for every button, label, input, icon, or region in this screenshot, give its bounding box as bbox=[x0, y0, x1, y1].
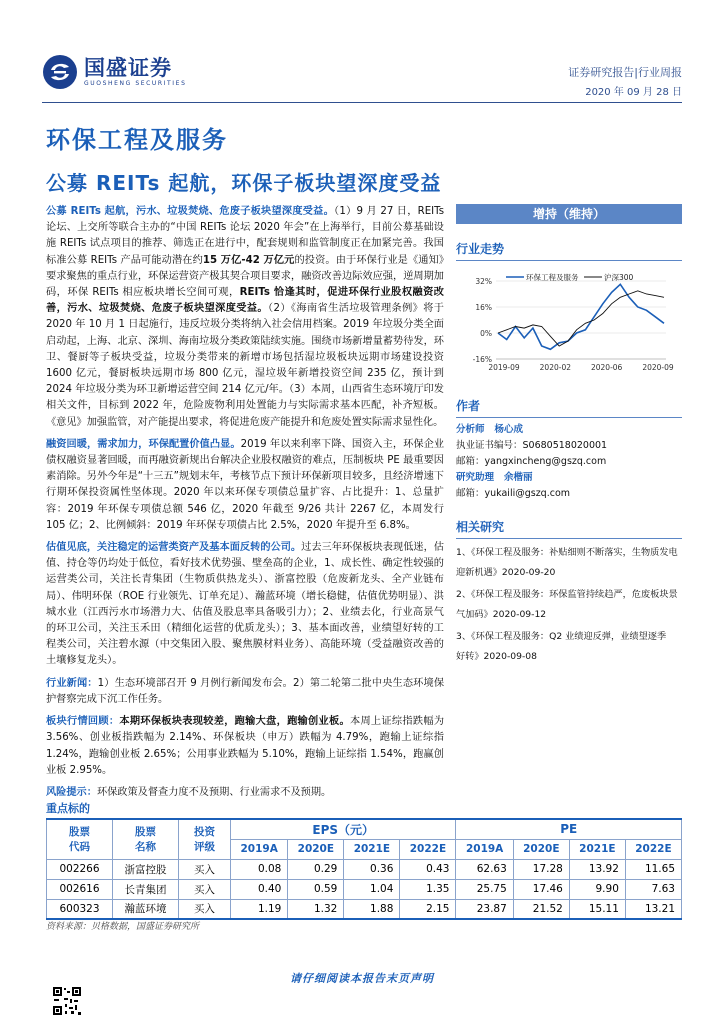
series-line bbox=[498, 291, 664, 346]
chart-legend bbox=[506, 272, 634, 282]
header-year: 2021E bbox=[569, 839, 625, 859]
sidebar bbox=[456, 204, 682, 667]
rating-badge: 增持（维持） bbox=[456, 204, 682, 224]
table-row bbox=[47, 879, 682, 899]
pe-cell: 7.63 bbox=[625, 879, 681, 899]
related-item[interactable] bbox=[456, 627, 682, 667]
eps-cell: 0.08 bbox=[231, 859, 288, 879]
related-list bbox=[456, 543, 682, 667]
analyst-name: 杨心成 bbox=[494, 424, 524, 435]
logo-name-en: GUOSHENG SECURITIES bbox=[84, 80, 187, 87]
paragraph-lead: 风险提示： bbox=[46, 786, 97, 798]
x-tick-label: 2020-06 bbox=[590, 363, 623, 372]
eps-cell: 0.43 bbox=[400, 859, 456, 879]
pe-cell: 15.11 bbox=[569, 899, 625, 919]
related-item-title: 3、《环保工程及服务：Q2 业绩迎反弹，业绩望逐季 bbox=[456, 631, 667, 642]
pe-cell: 62.63 bbox=[456, 859, 513, 879]
paragraph-text: 本周上证综指跌幅为 3.56%、创业板指跌幅为 2.14%、环保板块（申万）跌幅为 4.79%，跑输上证综指 1.24%，跑输创业板 2.65%；公用事业跌幅为 5.10%，跑输上证综指 1.54%，跑赢创业板 2.95%。 bbox=[46, 716, 445, 776]
author-title: 作者 bbox=[456, 397, 682, 418]
x-tick-label: 2019-09 bbox=[488, 363, 520, 372]
logo bbox=[42, 54, 186, 90]
y-tick-label: 32% bbox=[475, 277, 492, 286]
legend-label: 沪深300 bbox=[604, 273, 634, 282]
logo-name: 国盛证券 bbox=[84, 56, 172, 80]
eps-cell: 1.32 bbox=[288, 899, 344, 919]
paragraph-text: （2）《海南省生活垃圾管理条例》将于 2020 年 10 月 1 日起施行，违反垃圾分类将纳入社会信用档案。2019 年垃圾分类全面启动起，上海、北京、深圳、海南垃圾分类政策陆续实施。围绕市场新增量蓄势待发，环卫、餐厨等子板块受益，垃圾分类带来的新增市场包括湿垃圾板块远期市场建设投资 1600 亿元，餐厨板块远期市场 800 亿元，湿垃圾年新增投资空间 235 亿，预计到 2024 年垃圾分类为环卫新增运营空间 214 亿元/年。（3）本周，山西省生态环境厅印发相关文件，目标到 2022 年，危险废物利用处置能力与实际需求基本匹配，补齐短板。《意见》加强监管，对产能提出要求，将促进危废产能提升和危废处置实际需求显性化。 bbox=[46, 303, 444, 428]
header-year: 2021E bbox=[344, 839, 400, 859]
key-stocks-title: 重点标的 bbox=[46, 802, 90, 815]
stock-name-cell: 瀚蓝环境 bbox=[113, 899, 179, 919]
legend-label: 环保工程及服务 bbox=[526, 273, 579, 282]
eps-cell: 0.29 bbox=[288, 859, 344, 879]
header-year: 2022E bbox=[625, 839, 681, 859]
header-pe: PE bbox=[456, 819, 682, 839]
table-row bbox=[47, 899, 682, 919]
related-title: 相关研究 bbox=[456, 518, 682, 539]
report-headline: 公募 REITs 起航，环保子板块望深度受益 bbox=[46, 171, 442, 195]
pe-cell: 23.87 bbox=[456, 899, 513, 919]
assistant-name: 余楷丽 bbox=[504, 472, 533, 483]
assistant-role: 研究助理 bbox=[456, 472, 495, 483]
paragraph-risk bbox=[46, 785, 444, 801]
analyst-email[interactable]: 邮箱：yangxincheng@gszq.com bbox=[456, 456, 607, 467]
header-stock-code: 股票 代码 bbox=[47, 819, 113, 859]
paragraph-lead: 融资回暖，需求加力，环保配置价值凸显。 bbox=[46, 438, 241, 450]
pe-cell: 9.90 bbox=[569, 879, 625, 899]
chart-grid bbox=[496, 281, 666, 359]
report-type: 证券研究报告|行业周报 bbox=[568, 66, 682, 79]
rating-cell: 买入 bbox=[179, 899, 231, 919]
paragraph-lead: 估值见底，关注稳定的运营类资产及基本面反转的公司。 bbox=[46, 542, 302, 554]
qr-code-icon bbox=[52, 986, 82, 1016]
key-stocks-table bbox=[46, 818, 682, 920]
industry-title: 环保工程及服务 bbox=[46, 126, 228, 154]
paragraph-text: 2019 年以来利率下降、国资入主，环保企业债权融资显著回暖，而再融资新规出台解决企业股权融资的难点，压制板块 PE 最重要因素消除。另外今年是“十三五”规划末年，考核节点下预计环保新项目较多，且经济增速下行期环保投资属性坚体现。2020 年以来环保专项债总量扩容、占比提升：1、总量扩容：2019 年环保专项债总额 546 亿，2020 年截至 9/26 共计 2267 亿，本周发行 105 亿；2、比例倾斜：2019 年环保专项债占比 2.5%，2020 年提升至 6.8%。 bbox=[46, 438, 445, 531]
pe-cell: 11.65 bbox=[625, 859, 681, 879]
header-eps: EPS（元） bbox=[231, 819, 456, 839]
report-header bbox=[0, 0, 724, 108]
stock-code-cell: 002266 bbox=[47, 859, 113, 879]
pe-cell: 25.75 bbox=[456, 879, 513, 899]
paragraph-text: 环保政策及督查力度不及预期、行业需求不及预期。 bbox=[96, 786, 332, 798]
table-source: 资料来源：贝格数据，国盛证券研究所 bbox=[46, 922, 200, 932]
related-item-date: 气加码》2020-09-12 bbox=[456, 609, 547, 620]
assistant-email[interactable]: 邮箱：yukaili@gszq.com bbox=[456, 488, 571, 499]
pe-cell: 17.46 bbox=[513, 879, 569, 899]
paragraph-market bbox=[46, 714, 444, 779]
y-tick-label: -16% bbox=[472, 355, 492, 364]
stock-code-cell: 600323 bbox=[47, 899, 113, 919]
related-item-title: 1、《环保工程及服务：补贴细则不断落实，生物质发电 bbox=[456, 547, 678, 558]
paragraph-text: 过去三年环保板块表现低迷，估值、持仓等仍均处于低位，看好技术优势强、壁垒高的企业，1、成长性、确定性较强的运营类公司，关注长青集团（生物质供热龙头）、浙富控股（危废新龙头、全产业链布局）、伟明环保（ROE 行业领先、订单充足）、瀚蓝环境（增长稳健，估值优势明显）、洪城水业（江西污水市场潜力大、估值及股息率具备吸引力）；2、业绩去化，行业高景气的环卫公司，关注玉禾田（精细化运营的优质龙头）；3、基本面改善，业绩望好转的工程类公司，关注碧水源（中交集团入股、聚焦膜材料业务）、高能环境（受益融资改善的土壤修复龙头）。 bbox=[46, 542, 444, 667]
eps-cell: 0.36 bbox=[344, 859, 400, 879]
paragraph-lead: 板块行情回顾： bbox=[46, 716, 120, 728]
pe-cell: 13.92 bbox=[569, 859, 625, 879]
stock-name-cell: 长青集团 bbox=[113, 879, 179, 899]
paragraph-highlight: 本期环保板块表现较差，跑输大盘，跑输创业板。 bbox=[119, 716, 350, 728]
series-line bbox=[498, 284, 664, 349]
industry-trend-chart bbox=[456, 267, 682, 377]
header-year: 2022E bbox=[400, 839, 456, 859]
header-divider bbox=[42, 102, 682, 103]
paragraph-news bbox=[46, 676, 444, 708]
stock-name-cell: 浙富控股 bbox=[113, 859, 179, 879]
chart-labels bbox=[473, 277, 674, 372]
pe-cell: 21.52 bbox=[513, 899, 569, 919]
eps-cell: 2.15 bbox=[400, 899, 456, 919]
related-item-title: 2、《环保工程及服务：环保监管持续趋严，危废板块景 bbox=[456, 589, 678, 600]
assistant-row bbox=[456, 470, 682, 486]
eps-cell: 0.40 bbox=[231, 879, 288, 899]
eps-cell: 1.19 bbox=[231, 899, 288, 919]
rating-cell: 买入 bbox=[179, 859, 231, 879]
related-item[interactable] bbox=[456, 543, 682, 583]
paragraph-lead: 公募 REITs 起航，污水、垃圾焚烧、危废子板块望深度受益。 bbox=[46, 206, 335, 217]
x-tick-label: 2020-02 bbox=[539, 363, 572, 372]
author-info bbox=[456, 422, 682, 502]
header-stock-name: 股票 名称 bbox=[113, 819, 179, 859]
eps-cell: 1.35 bbox=[400, 879, 456, 899]
summary-body bbox=[46, 204, 444, 807]
analyst-role: 分析师 bbox=[456, 424, 485, 435]
rating-cell: 买入 bbox=[179, 879, 231, 899]
eps-cell: 1.04 bbox=[344, 879, 400, 899]
eps-cell: 1.88 bbox=[344, 899, 400, 919]
related-item[interactable] bbox=[456, 585, 682, 625]
report-date: 2020 年 09 月 28 日 bbox=[585, 87, 682, 98]
header-rating: 投资 评级 bbox=[179, 819, 231, 859]
eps-cell: 0.59 bbox=[288, 879, 344, 899]
analyst-row bbox=[456, 422, 682, 438]
trend-title: 行业走势 bbox=[456, 240, 682, 261]
y-tick-label: 0% bbox=[480, 329, 492, 338]
table-row bbox=[47, 859, 682, 879]
header-year: 2019A bbox=[231, 839, 288, 859]
analyst-cert: 执业证书编号：S0680518020001 bbox=[456, 440, 608, 451]
paragraph-text: 的投资。由于环保行业是《通知》要求聚焦的重点行业，环保运营资产极其契合项目要求，融资改善边际效应强，逆周期加码，环保 REITs 相应板块增长空间可观， bbox=[46, 254, 444, 299]
paragraph-highlight: 15 万亿-42 万亿元 bbox=[202, 254, 295, 266]
x-tick-label: 2020-09 bbox=[642, 363, 674, 372]
stock-code-cell: 002616 bbox=[47, 879, 113, 899]
paragraph-lead: 行业新闻： bbox=[46, 677, 98, 689]
pe-cell: 17.28 bbox=[513, 859, 569, 879]
header-year: 2020E bbox=[288, 839, 344, 859]
related-item-date: 好转》2020-09-08 bbox=[456, 651, 537, 662]
paragraph-highlight: REITs 恰逢其时，促进环保行业股权融资改善，污水、垃圾焚烧、危废子板块望深度受益。 bbox=[46, 287, 444, 315]
guosheng-logo-icon bbox=[42, 54, 78, 90]
pe-cell: 13.21 bbox=[625, 899, 681, 919]
disclaimer-note: 请仔细阅读本报告末页声明 bbox=[290, 972, 434, 985]
paragraph-financing bbox=[46, 437, 444, 534]
paragraph-valuation bbox=[46, 540, 444, 670]
paragraph-reits bbox=[46, 204, 444, 431]
related-item-date: 迎新机遇》2020-09-20 bbox=[456, 567, 556, 578]
chart-series bbox=[498, 284, 664, 349]
header-year: 2019A bbox=[456, 839, 513, 859]
y-tick-label: 16% bbox=[475, 303, 492, 312]
paragraph-text: 1）生态环境部召开 9 月例行新闻发布会。2）第二轮第二批中央生态环境保护督察完成下沉工作任务。 bbox=[46, 677, 445, 705]
paragraph-text: （1）9 月 27 日，REITs 论坛、上交所等联合主办的“中国 REITs 论坛 2020 年会”在上海举行，目前公募基础设施 REITs 试点项目的推荐、筛选正在进行中，配套规则和监管制度正在加紧完善。我国标准公募 REITs 产品可能动潜在约 bbox=[46, 206, 445, 266]
header-year: 2020E bbox=[513, 839, 569, 859]
